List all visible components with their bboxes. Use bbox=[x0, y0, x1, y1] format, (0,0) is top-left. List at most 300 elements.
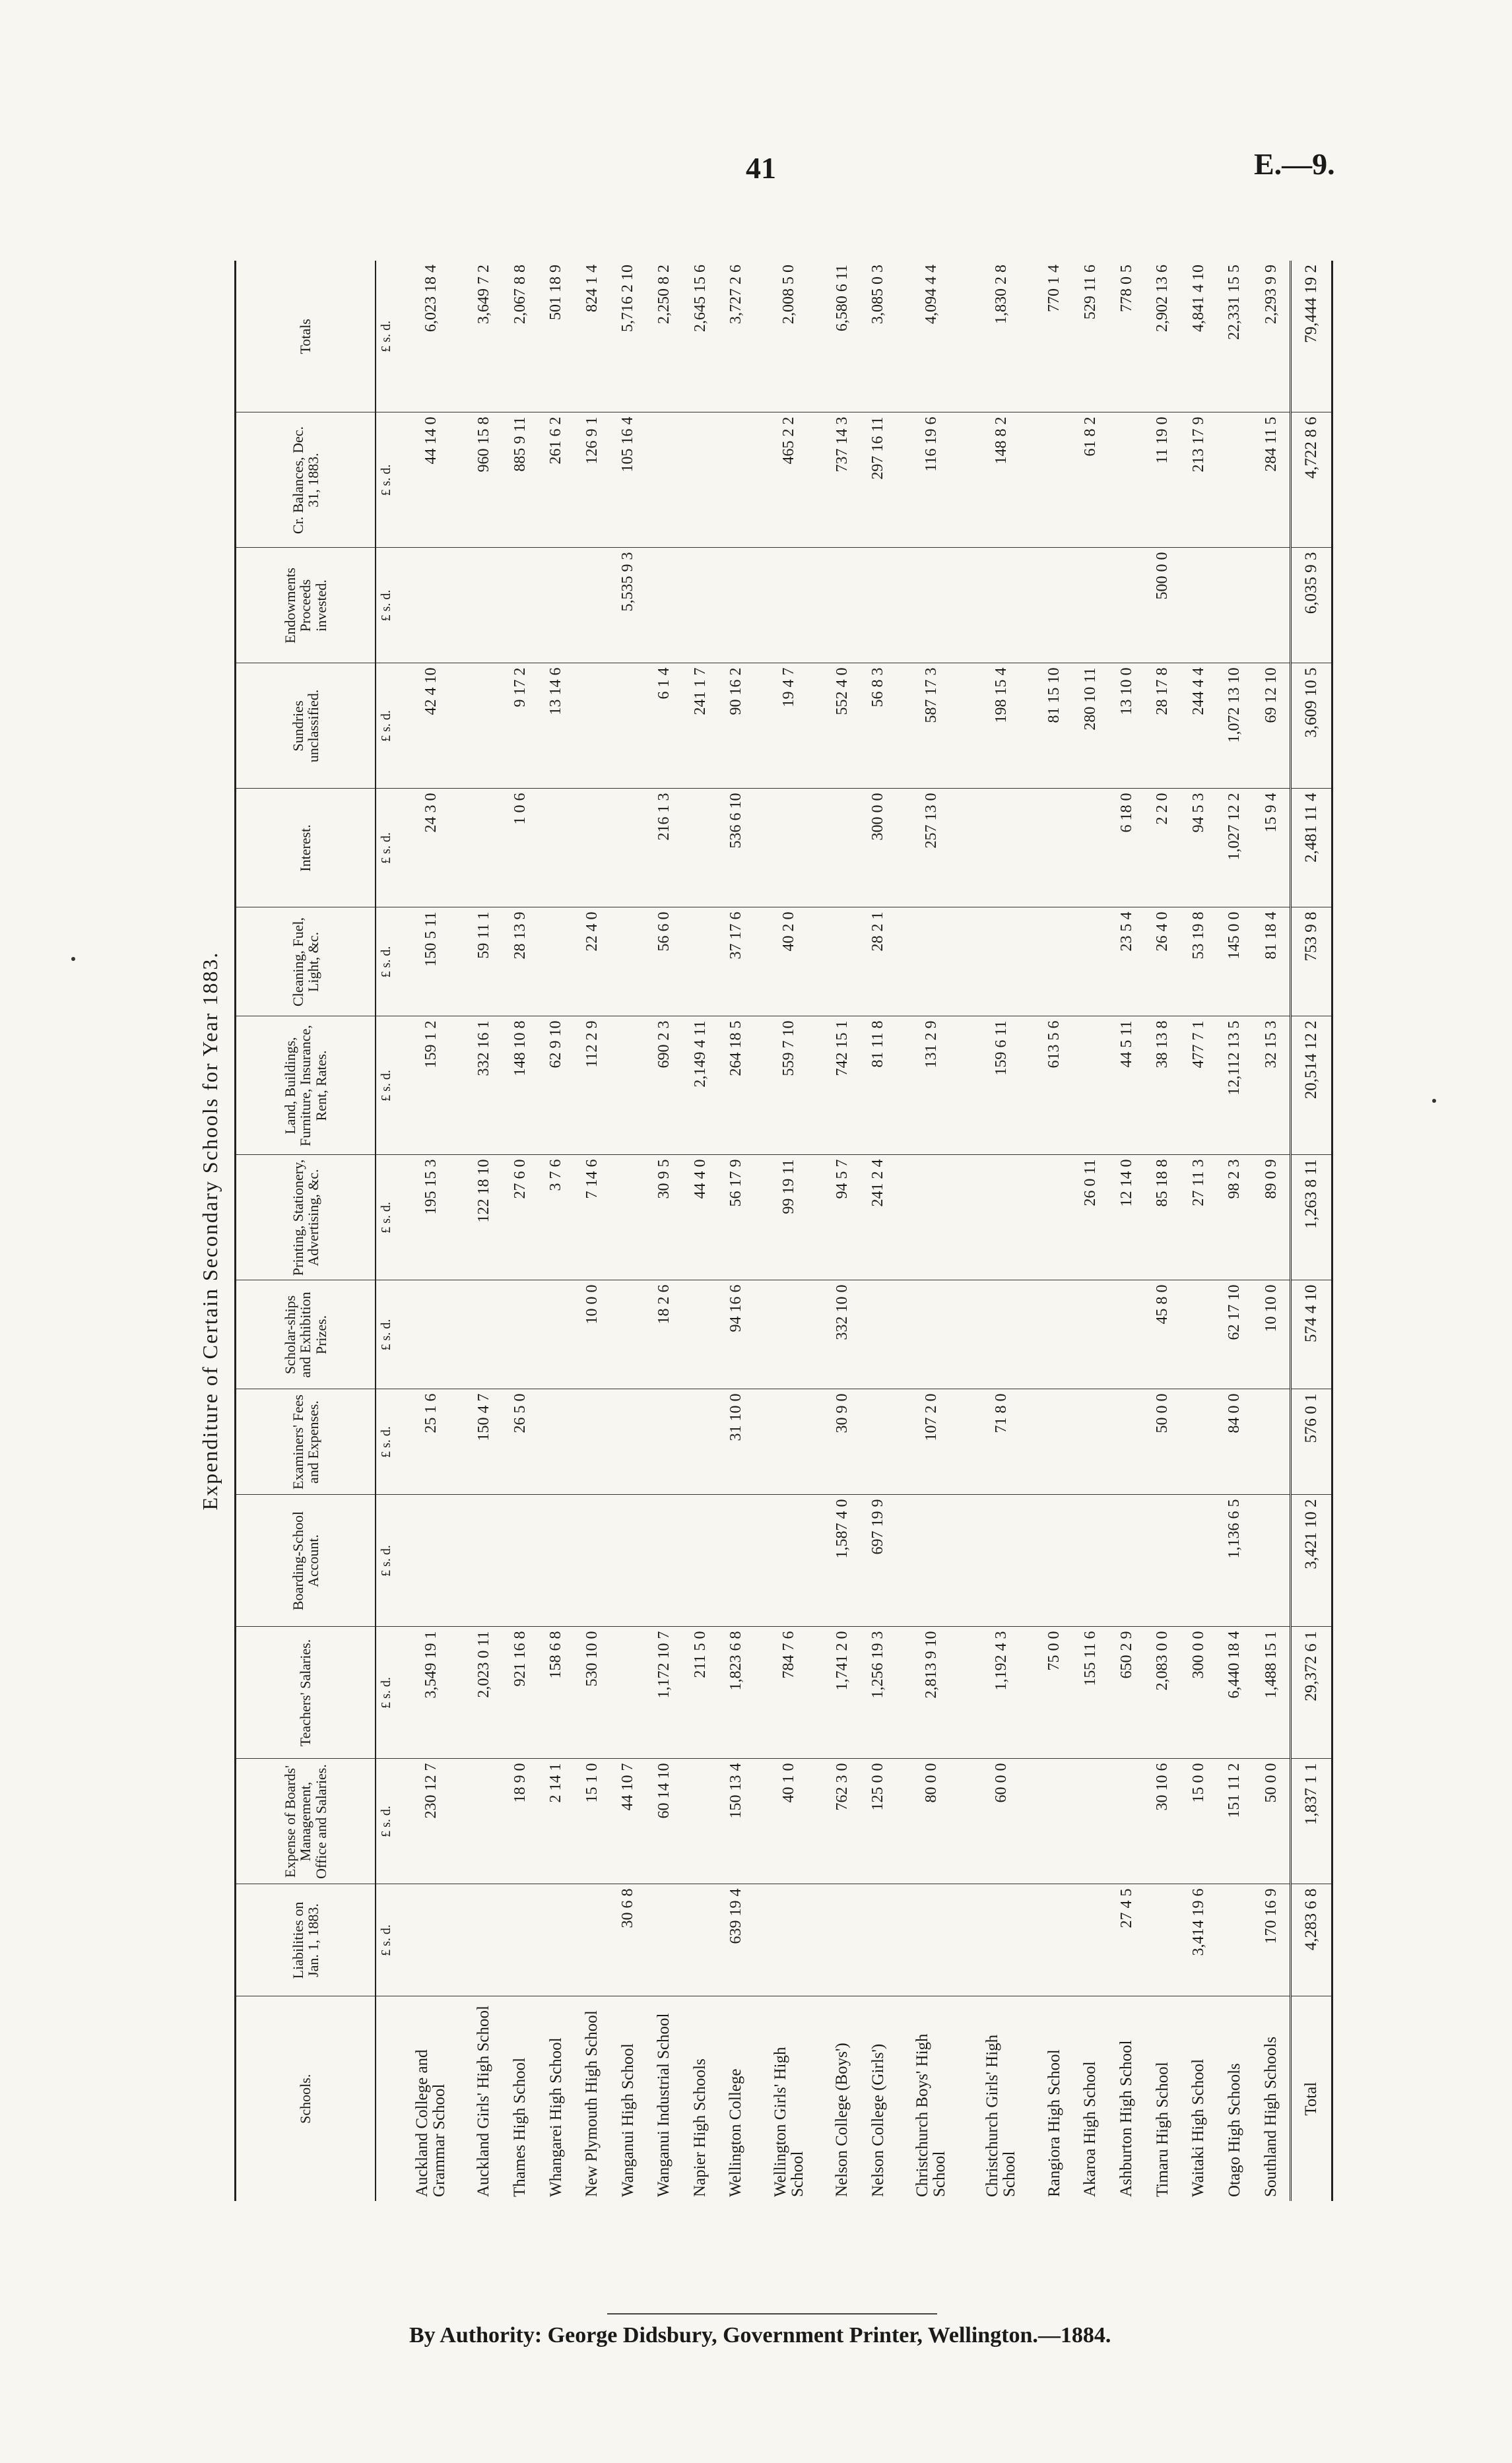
amount-cell bbox=[1217, 412, 1253, 548]
amount-cell: 28 2 1 bbox=[861, 907, 897, 1016]
units-label: £ s. d. bbox=[376, 412, 396, 548]
amount-cell bbox=[682, 1280, 719, 1389]
amount-cell: 1,741 2 0 bbox=[824, 1627, 861, 1759]
table-row bbox=[502, 261, 539, 2201]
amount-cell bbox=[754, 1884, 824, 1996]
units-label bbox=[376, 1996, 396, 2201]
total-amount-cell: 753 9 8 bbox=[1291, 907, 1332, 1016]
amount-cell: 500 0 0 bbox=[1144, 548, 1181, 663]
school-name: Ashburton High School bbox=[1117, 2040, 1135, 2197]
amount-cell: 241 1 7 bbox=[682, 663, 719, 789]
amount-cell: 28 13 9 bbox=[502, 907, 539, 1016]
amount-cell bbox=[824, 907, 861, 1016]
amount-cell bbox=[610, 1627, 647, 1759]
amount-cell: 2,008 5 0 bbox=[754, 261, 824, 412]
amount-cell bbox=[824, 789, 861, 907]
amount-cell: 257 13 0 bbox=[896, 789, 966, 907]
amount-cell: 94 5 3 bbox=[1181, 789, 1217, 907]
header-row bbox=[236, 261, 376, 2201]
amount-cell: 552 4 0 bbox=[824, 663, 861, 789]
amount-cell: 2,813 9 10 bbox=[896, 1627, 966, 1759]
amount-cell: 122 18 10 bbox=[466, 1155, 502, 1280]
amount-cell bbox=[646, 1389, 682, 1495]
amount-cell bbox=[754, 1280, 824, 1389]
amount-cell: 737 14 3 bbox=[824, 412, 861, 548]
column-header: Sundries unclassified. bbox=[236, 663, 376, 789]
amount-cell: 50 0 0 bbox=[1144, 1389, 1181, 1495]
rotated-table-block bbox=[198, 261, 1346, 2201]
column-header: Interest. bbox=[236, 789, 376, 907]
amount-cell: 300 0 0 bbox=[861, 789, 897, 907]
amount-cell: 85 18 8 bbox=[1144, 1155, 1181, 1280]
amount-cell bbox=[1181, 548, 1217, 663]
amount-cell bbox=[718, 548, 754, 663]
amount-cell: 62 9 10 bbox=[538, 1016, 574, 1155]
amount-cell: 60 0 0 bbox=[966, 1759, 1036, 1884]
amount-cell bbox=[574, 789, 610, 907]
amount-cell bbox=[610, 907, 647, 1016]
amount-cell bbox=[1072, 1884, 1109, 1996]
total-amount-cell: 29,372 6 1 bbox=[1291, 1627, 1332, 1759]
amount-cell bbox=[574, 1389, 610, 1495]
units-label: £ s. d. bbox=[376, 548, 396, 663]
amount-cell: 2,902 13 6 bbox=[1144, 261, 1181, 412]
amount-cell bbox=[896, 907, 966, 1016]
amount-cell bbox=[502, 1280, 539, 1389]
amount-cell bbox=[966, 907, 1036, 1016]
amount-cell bbox=[682, 1389, 719, 1495]
amount-cell bbox=[966, 1495, 1036, 1627]
column-header: Cr. Balances, Dec. 31, 1883. bbox=[236, 412, 376, 548]
amount-cell: 587 17 3 bbox=[896, 663, 966, 789]
amount-cell: 6 1 4 bbox=[646, 663, 682, 789]
school-name: Napier High Schools bbox=[690, 2058, 709, 2197]
page-reference: E.—9. bbox=[1254, 147, 1335, 181]
amount-cell: 824 1 4 bbox=[574, 261, 610, 412]
table-row bbox=[610, 261, 647, 2201]
total-amount-cell: 574 4 10 bbox=[1291, 1280, 1332, 1389]
amount-cell: 2,149 4 11 bbox=[682, 1016, 719, 1155]
amount-cell: 126 9 1 bbox=[574, 412, 610, 548]
amount-cell bbox=[538, 789, 574, 907]
amount-cell: 155 11 6 bbox=[1072, 1627, 1109, 1759]
amount-cell bbox=[610, 1495, 647, 1627]
amount-cell: 53 19 8 bbox=[1181, 907, 1217, 1016]
units-label: £ s. d. bbox=[376, 261, 396, 412]
amount-cell: 44 10 7 bbox=[610, 1759, 647, 1884]
amount-cell: 2 14 1 bbox=[538, 1759, 574, 1884]
amount-cell bbox=[1181, 1389, 1217, 1495]
amount-cell: 148 10 8 bbox=[502, 1016, 539, 1155]
school-name: Nelson College (Boys') bbox=[833, 2043, 851, 2197]
amount-cell bbox=[1037, 907, 1073, 1016]
school-name: Otago High Schools bbox=[1225, 2063, 1243, 2197]
amount-cell: 332 16 1 bbox=[466, 1016, 502, 1155]
amount-cell bbox=[754, 789, 824, 907]
amount-cell: 1,587 4 0 bbox=[824, 1495, 861, 1627]
amount-cell: 960 15 8 bbox=[466, 412, 502, 548]
amount-cell: 94 16 6 bbox=[718, 1280, 754, 1389]
amount-cell: 2,067 8 8 bbox=[502, 261, 539, 412]
table-row bbox=[861, 261, 897, 2201]
amount-cell: 2,083 0 0 bbox=[1144, 1627, 1181, 1759]
amount-cell bbox=[1072, 548, 1109, 663]
amount-cell bbox=[1072, 1389, 1109, 1495]
amount-cell bbox=[466, 1280, 502, 1389]
amount-cell bbox=[466, 789, 502, 907]
school-name: Wellington College bbox=[727, 2068, 745, 2197]
amount-cell: 3,085 0 3 bbox=[861, 261, 897, 412]
amount-cell: 6,023 18 4 bbox=[396, 261, 466, 412]
table-body bbox=[396, 261, 1332, 2201]
school-name: Nelson College (Girls') bbox=[869, 2043, 887, 2197]
amount-cell bbox=[610, 663, 647, 789]
column-header: Endowments Proceeds invested. bbox=[236, 548, 376, 663]
amount-cell: 6,440 18 4 bbox=[1217, 1627, 1253, 1759]
amount-cell bbox=[1109, 412, 1145, 548]
margin-mark bbox=[1432, 1099, 1436, 1103]
units-label: £ s. d. bbox=[376, 907, 396, 1016]
amount-cell bbox=[610, 1155, 647, 1280]
amount-cell bbox=[1109, 1759, 1145, 1884]
amount-cell: 778 0 5 bbox=[1109, 261, 1145, 412]
amount-cell: 27 4 5 bbox=[1109, 1884, 1145, 1996]
amount-cell bbox=[966, 1155, 1036, 1280]
amount-cell: 6,580 6 11 bbox=[824, 261, 861, 412]
amount-cell: 15 9 4 bbox=[1253, 789, 1291, 907]
amount-cell: 2,293 9 9 bbox=[1253, 261, 1291, 412]
amount-cell bbox=[718, 1495, 754, 1627]
amount-cell bbox=[1253, 1495, 1291, 1627]
amount-cell: 80 0 0 bbox=[896, 1759, 966, 1884]
amount-cell: 30 9 5 bbox=[646, 1155, 682, 1280]
amount-cell: 62 17 10 bbox=[1217, 1280, 1253, 1389]
amount-cell: 2,250 8 2 bbox=[646, 261, 682, 412]
school-name: Thames High School bbox=[510, 2057, 529, 2197]
amount-cell bbox=[1037, 789, 1073, 907]
amount-cell: 27 11 3 bbox=[1181, 1155, 1217, 1280]
amount-cell: 131 2 9 bbox=[896, 1016, 966, 1155]
amount-cell bbox=[466, 1495, 502, 1627]
amount-cell bbox=[466, 663, 502, 789]
amount-cell: 9 17 2 bbox=[502, 663, 539, 789]
amount-cell bbox=[682, 412, 719, 548]
units-label: £ s. d. bbox=[376, 1495, 396, 1627]
amount-cell: 18 2 6 bbox=[646, 1280, 682, 1389]
amount-cell: 40 2 0 bbox=[754, 907, 824, 1016]
column-header: Land, Buildings, Furniture, Insurance, Rent, Rates. bbox=[236, 1016, 376, 1155]
units-label: £ s. d. bbox=[376, 1155, 396, 1280]
amount-cell bbox=[502, 1495, 539, 1627]
amount-cell: 230 12 7 bbox=[396, 1759, 466, 1884]
column-header: Teachers' Salaries. bbox=[236, 1627, 376, 1759]
amount-cell bbox=[1109, 548, 1145, 663]
table-row bbox=[1109, 261, 1145, 2201]
amount-cell: 25 1 6 bbox=[396, 1389, 466, 1495]
school-name: Wellington Girls' High School bbox=[771, 2047, 806, 2197]
amount-cell bbox=[1181, 1280, 1217, 1389]
amount-cell: 3,414 19 6 bbox=[1181, 1884, 1217, 1996]
amount-cell: 762 3 0 bbox=[824, 1759, 861, 1884]
amount-cell bbox=[861, 1884, 897, 1996]
column-header: Boarding-School Account. bbox=[236, 1495, 376, 1627]
amount-cell: 90 16 2 bbox=[718, 663, 754, 789]
amount-cell bbox=[396, 548, 466, 663]
amount-cell bbox=[1181, 1495, 1217, 1627]
table-row bbox=[396, 261, 466, 2201]
total-amount-cell: 1,837 1 1 bbox=[1291, 1759, 1332, 1884]
expenditure-table bbox=[234, 261, 1333, 2201]
amount-cell: 30 9 0 bbox=[824, 1389, 861, 1495]
amount-cell bbox=[861, 1389, 897, 1495]
column-header: Totals bbox=[236, 261, 376, 412]
amount-cell bbox=[466, 548, 502, 663]
amount-cell bbox=[1037, 1155, 1073, 1280]
table-row bbox=[1217, 261, 1253, 2201]
amount-cell bbox=[1037, 1759, 1073, 1884]
amount-cell: 28 17 8 bbox=[1144, 663, 1181, 789]
column-header: Examiners' Fees and Expenses. bbox=[236, 1389, 376, 1495]
amount-cell: 19 4 7 bbox=[754, 663, 824, 789]
table-title: Expenditure of Certain Secondary Schools for Year 1883. bbox=[198, 951, 222, 1511]
amount-cell bbox=[896, 1884, 966, 1996]
footer-rule bbox=[607, 2313, 937, 2315]
amount-cell: 150 4 7 bbox=[466, 1389, 502, 1495]
column-header: Liabilities on Jan. 1, 1883. bbox=[236, 1884, 376, 1996]
amount-cell: 26 4 0 bbox=[1144, 907, 1181, 1016]
amount-cell: 44 5 11 bbox=[1109, 1016, 1145, 1155]
amount-cell bbox=[824, 1884, 861, 1996]
amount-cell bbox=[1072, 1495, 1109, 1627]
table-row bbox=[1181, 261, 1217, 2201]
amount-cell: 3,549 19 1 bbox=[396, 1627, 466, 1759]
total-amount-cell: 3,609 10 5 bbox=[1291, 663, 1332, 789]
table-row bbox=[718, 261, 754, 2201]
margin-mark bbox=[71, 957, 75, 961]
school-name: Auckland College and Grammar School bbox=[412, 2049, 449, 2197]
amount-cell: 3,649 7 2 bbox=[466, 261, 502, 412]
column-header: Printing, Stationery, Advertising, &c. bbox=[236, 1155, 376, 1280]
amount-cell: 11 19 0 bbox=[1144, 412, 1181, 548]
amount-cell bbox=[574, 1884, 610, 1996]
amount-cell bbox=[1072, 1280, 1109, 1389]
table-row bbox=[538, 261, 574, 2201]
amount-cell: 12 14 0 bbox=[1109, 1155, 1145, 1280]
table-row bbox=[466, 261, 502, 2201]
amount-cell bbox=[538, 1884, 574, 1996]
amount-cell: 148 8 2 bbox=[966, 412, 1036, 548]
amount-cell bbox=[1072, 907, 1109, 1016]
amount-cell bbox=[610, 1016, 647, 1155]
amount-cell: 297 16 11 bbox=[861, 412, 897, 548]
amount-cell bbox=[754, 1389, 824, 1495]
amount-cell: 1,830 2 8 bbox=[966, 261, 1036, 412]
amount-cell: 71 8 0 bbox=[966, 1389, 1036, 1495]
table-row bbox=[646, 261, 682, 2201]
table-row bbox=[1072, 261, 1109, 2201]
amount-cell bbox=[646, 1884, 682, 1996]
amount-cell bbox=[396, 1280, 466, 1389]
amount-cell bbox=[1037, 1884, 1073, 1996]
amount-cell: 742 15 1 bbox=[824, 1016, 861, 1155]
amount-cell bbox=[682, 1884, 719, 1996]
amount-cell: 650 2 9 bbox=[1109, 1627, 1145, 1759]
amount-cell: 639 19 4 bbox=[718, 1884, 754, 1996]
units-label: £ s. d. bbox=[376, 1280, 396, 1389]
amount-cell: 30 10 6 bbox=[1144, 1759, 1181, 1884]
amount-cell bbox=[896, 1495, 966, 1627]
amount-cell: 151 11 2 bbox=[1217, 1759, 1253, 1884]
amount-cell: 15 1 0 bbox=[574, 1759, 610, 1884]
amount-cell: 145 0 0 bbox=[1217, 907, 1253, 1016]
total-label: Total bbox=[1291, 1996, 1332, 2201]
units-label: £ s. d. bbox=[376, 1389, 396, 1495]
amount-cell: 61 8 2 bbox=[1072, 412, 1109, 548]
amount-cell: 44 4 0 bbox=[682, 1155, 719, 1280]
amount-cell: 107 2 0 bbox=[896, 1389, 966, 1495]
table-row bbox=[682, 261, 719, 2201]
amount-cell: 69 12 10 bbox=[1253, 663, 1291, 789]
amount-cell: 10 10 0 bbox=[1253, 1280, 1291, 1389]
amount-cell: 105 16 4 bbox=[610, 412, 647, 548]
amount-cell bbox=[1072, 789, 1109, 907]
amount-cell: 264 18 5 bbox=[718, 1016, 754, 1155]
amount-cell bbox=[1109, 1389, 1145, 1495]
amount-cell bbox=[1217, 548, 1253, 663]
amount-cell: 56 6 0 bbox=[646, 907, 682, 1016]
amount-cell: 18 9 0 bbox=[502, 1759, 539, 1884]
total-amount-cell: 2,481 11 4 bbox=[1291, 789, 1332, 907]
amount-cell: 10 0 0 bbox=[574, 1280, 610, 1389]
amount-cell bbox=[682, 789, 719, 907]
column-header: Expense of Boards' Management, Office and Salaries. bbox=[236, 1759, 376, 1884]
amount-cell bbox=[896, 1280, 966, 1389]
amount-cell bbox=[538, 548, 574, 663]
amount-cell bbox=[646, 548, 682, 663]
amount-cell: 27 6 0 bbox=[502, 1155, 539, 1280]
amount-cell: 40 1 0 bbox=[754, 1759, 824, 1884]
amount-cell: 2,023 0 11 bbox=[466, 1627, 502, 1759]
amount-cell: 244 4 4 bbox=[1181, 663, 1217, 789]
amount-cell bbox=[682, 1495, 719, 1627]
amount-cell: 770 1 4 bbox=[1037, 261, 1073, 412]
amount-cell bbox=[538, 1280, 574, 1389]
column-header: Cleaning, Fuel, Light, &c. bbox=[236, 907, 376, 1016]
units-label: £ s. d. bbox=[376, 789, 396, 907]
units-label: £ s. d. bbox=[376, 1759, 396, 1884]
amount-cell: 98 2 3 bbox=[1217, 1155, 1253, 1280]
amount-cell bbox=[966, 1280, 1036, 1389]
school-name: Timaru High School bbox=[1153, 2062, 1171, 2197]
total-amount-cell: 20,514 12 2 bbox=[1291, 1016, 1332, 1155]
amount-cell: 94 5 7 bbox=[824, 1155, 861, 1280]
amount-cell: 13 10 0 bbox=[1109, 663, 1145, 789]
amount-cell: 300 0 0 bbox=[1181, 1627, 1217, 1759]
school-name: Christchurch Boys' High School bbox=[913, 2033, 949, 2197]
amount-cell bbox=[574, 663, 610, 789]
total-row bbox=[1291, 261, 1332, 2201]
amount-cell: 1 0 6 bbox=[502, 789, 539, 907]
table-row bbox=[896, 261, 966, 2201]
amount-cell: 1,256 19 3 bbox=[861, 1627, 897, 1759]
units-label: £ s. d. bbox=[376, 1627, 396, 1759]
amount-cell: 26 0 11 bbox=[1072, 1155, 1109, 1280]
amount-cell bbox=[1144, 1495, 1181, 1627]
amount-cell bbox=[1072, 1016, 1109, 1155]
amount-cell: 465 2 2 bbox=[754, 412, 824, 548]
amount-cell bbox=[538, 1495, 574, 1627]
amount-cell: 2 2 0 bbox=[1144, 789, 1181, 907]
amount-cell bbox=[538, 1389, 574, 1495]
units-label: £ s. d. bbox=[376, 1016, 396, 1155]
amount-cell bbox=[502, 1884, 539, 1996]
amount-cell: 44 14 0 bbox=[396, 412, 466, 548]
school-name: Akaroa High School bbox=[1081, 2061, 1100, 2197]
amount-cell bbox=[610, 1280, 647, 1389]
amount-cell: 75 0 0 bbox=[1037, 1627, 1073, 1759]
amount-cell bbox=[646, 412, 682, 548]
amount-cell bbox=[682, 907, 719, 1016]
amount-cell bbox=[966, 1884, 1036, 1996]
units-row bbox=[376, 261, 396, 2201]
amount-cell bbox=[682, 1759, 719, 1884]
amount-cell: 24 3 0 bbox=[396, 789, 466, 907]
amount-cell bbox=[896, 548, 966, 663]
amount-cell: 150 5 11 bbox=[396, 907, 466, 1016]
amount-cell: 213 17 9 bbox=[1181, 412, 1217, 548]
amount-cell: 280 10 11 bbox=[1072, 663, 1109, 789]
amount-cell: 198 15 4 bbox=[966, 663, 1036, 789]
amount-cell bbox=[861, 1280, 897, 1389]
table-row bbox=[574, 261, 610, 2201]
school-name: Wanganui Industrial School bbox=[655, 2013, 673, 2197]
amount-cell bbox=[466, 1759, 502, 1884]
school-name: Whangarei High School bbox=[546, 2037, 565, 2197]
units-label: £ s. d. bbox=[376, 663, 396, 789]
amount-cell: 7 14 6 bbox=[574, 1155, 610, 1280]
table-row bbox=[1144, 261, 1181, 2201]
amount-cell: 1,072 13 10 bbox=[1217, 663, 1253, 789]
amount-cell bbox=[861, 548, 897, 663]
amount-cell bbox=[538, 907, 574, 1016]
school-name: Rangiora High School bbox=[1045, 2049, 1063, 2197]
amount-cell: 284 11 5 bbox=[1253, 412, 1291, 548]
amount-cell bbox=[466, 1884, 502, 1996]
amount-cell: 1,823 6 8 bbox=[718, 1627, 754, 1759]
column-header-schools: Schools. bbox=[236, 1996, 376, 2201]
amount-cell: 159 1 2 bbox=[396, 1016, 466, 1155]
school-name: New Plymouth High School bbox=[583, 2010, 601, 2197]
amount-cell: 13 14 6 bbox=[538, 663, 574, 789]
amount-cell: 37 17 6 bbox=[718, 907, 754, 1016]
total-amount-cell: 4,722 8 6 bbox=[1291, 412, 1332, 548]
amount-cell: 1,192 4 3 bbox=[966, 1627, 1036, 1759]
school-name: Auckland Girls' High School bbox=[475, 2006, 493, 2197]
amount-cell bbox=[1217, 1884, 1253, 1996]
amount-cell bbox=[966, 548, 1036, 663]
amount-cell bbox=[1253, 1389, 1291, 1495]
amount-cell: 559 7 10 bbox=[754, 1016, 824, 1155]
amount-cell bbox=[1037, 1280, 1073, 1389]
amount-cell bbox=[754, 1495, 824, 1627]
amount-cell: 15 0 0 bbox=[1181, 1759, 1217, 1884]
amount-cell: 38 13 8 bbox=[1144, 1016, 1181, 1155]
amount-cell: 158 6 8 bbox=[538, 1627, 574, 1759]
amount-cell: 81 11 8 bbox=[861, 1016, 897, 1155]
amount-cell bbox=[1109, 1280, 1145, 1389]
amount-cell: 84 0 0 bbox=[1217, 1389, 1253, 1495]
page-number: 41 bbox=[746, 151, 776, 185]
